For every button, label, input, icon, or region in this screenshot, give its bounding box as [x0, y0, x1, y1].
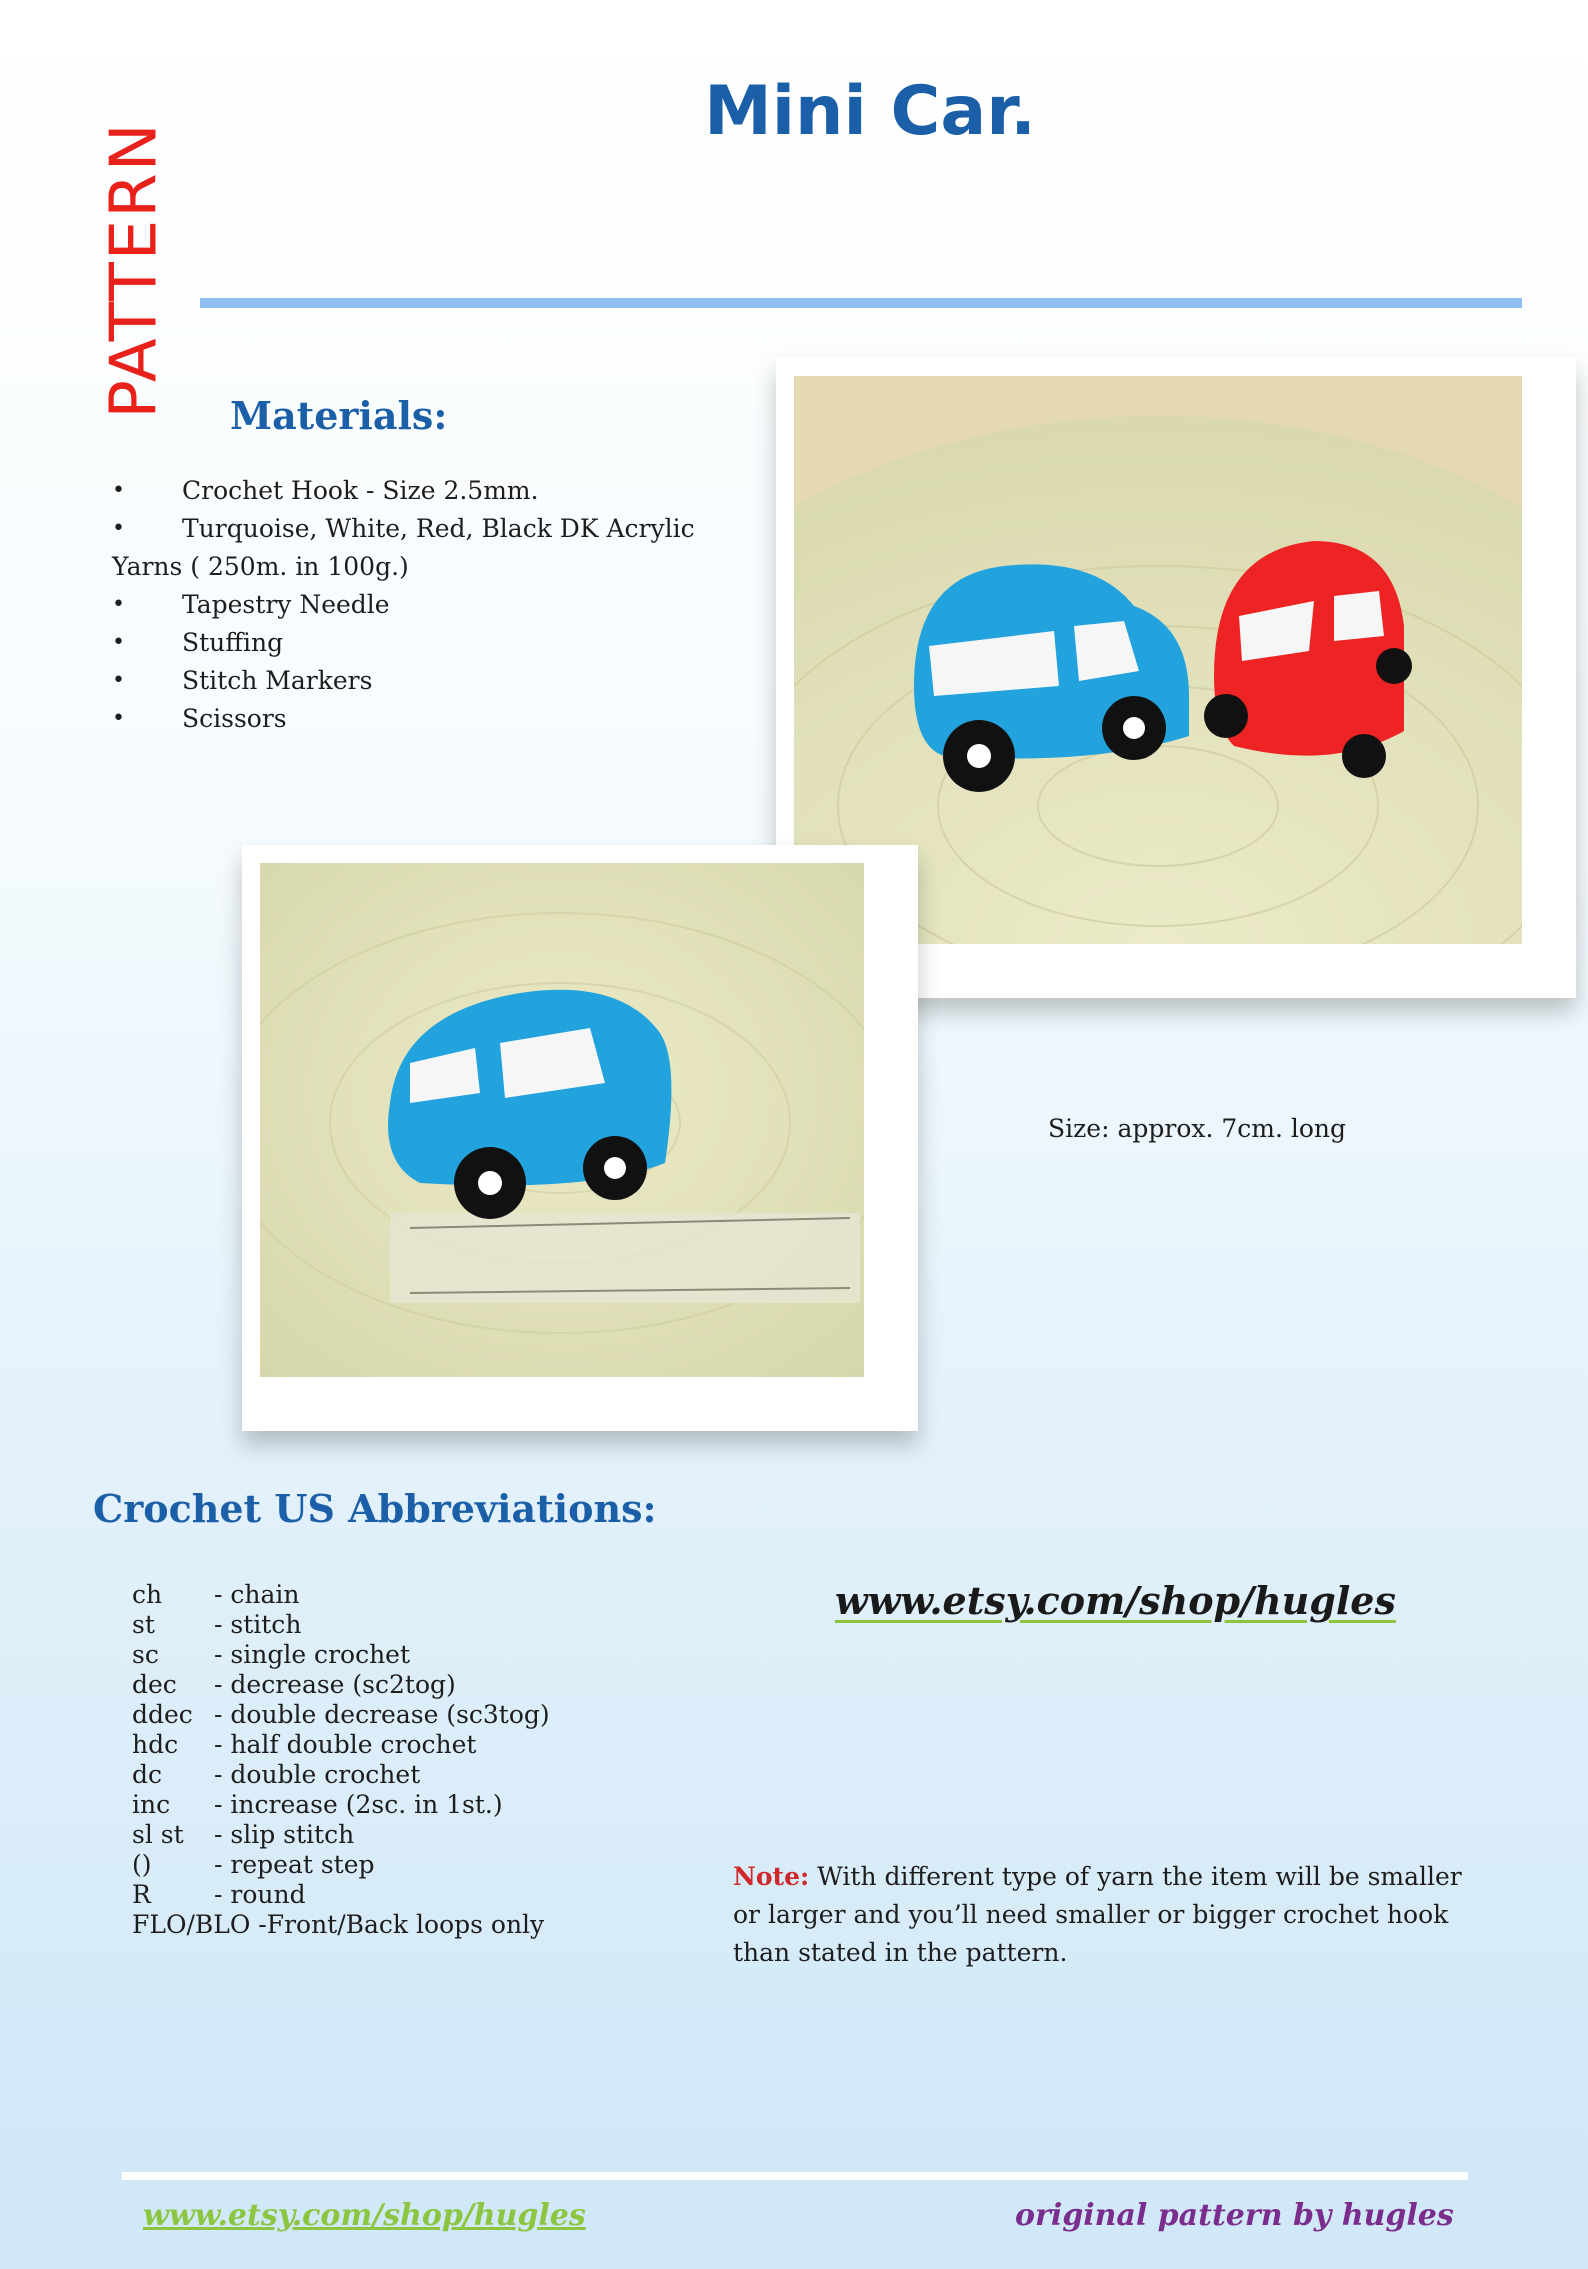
note-paragraph	[733, 1858, 1493, 1972]
abbreviation-row: dc - double crochet	[132, 1760, 421, 1789]
list-item: • Stitch Markers	[112, 662, 712, 700]
bullet-icon: •	[112, 630, 125, 655]
note-text: With different type of yarn the item will be smaller or larger and you’ll need smaller or bigger crochet hook than stated in the pattern.	[733, 1862, 1462, 1967]
abbreviations-heading: Crochet US Abbreviations:	[93, 1486, 657, 1531]
abbreviation-row: st - stitch	[132, 1610, 302, 1639]
list-item: • Stuffing	[112, 624, 712, 662]
footer-divider	[122, 2172, 1468, 2180]
list-item: • Turquoise, White, Red, Black DK Acrylic	[112, 510, 712, 548]
abbreviation-row: dec - decrease (sc2tog)	[132, 1670, 456, 1699]
list-item: • Tapestry Needle	[112, 586, 712, 624]
abbreviation-row: ch - chain	[132, 1580, 300, 1609]
bullet-icon: •	[112, 668, 125, 693]
vertical-pattern-label: PATTERN	[98, 121, 172, 419]
abbreviation-row: () - repeat step	[132, 1850, 375, 1879]
list-item: • Scissors	[112, 700, 712, 738]
size-note: Size: approx. 7cm. long	[1048, 1114, 1347, 1143]
shop-url-link[interactable]: www.etsy.com/shop/hugles	[835, 1578, 1396, 1623]
footer-credit: original pattern by hugles	[1015, 2198, 1454, 2233]
materials-heading: Materials:	[230, 393, 448, 438]
abbreviation-row: R - round	[132, 1880, 306, 1909]
car-with-ruler-image	[260, 863, 864, 1377]
abbreviations-list	[132, 1580, 550, 1940]
abbreviation-row: ddec - double decrease (sc3tog)	[132, 1700, 550, 1729]
list-item: • Crochet Hook - Size 2.5mm.	[112, 472, 712, 510]
abbreviation-row: sc - single crochet	[132, 1640, 411, 1669]
note-label: Note:	[733, 1862, 810, 1891]
title-divider	[200, 298, 1522, 308]
abbreviation-row: hdc - half double crochet	[132, 1730, 477, 1759]
list-item-continuation: Yarns ( 250m. in 100g.)	[112, 552, 409, 581]
bullet-icon: •	[112, 592, 125, 617]
bullet-icon: •	[112, 478, 125, 503]
bullet-icon: •	[112, 706, 125, 731]
footer-shop-link[interactable]: www.etsy.com/shop/hugles	[143, 2198, 586, 2233]
abbreviation-row: inc - increase (2sc. in 1st.)	[132, 1790, 503, 1819]
bullet-icon: •	[112, 516, 125, 541]
abbreviation-row: sl st - slip stitch	[132, 1820, 355, 1849]
page-title: Mini Car.	[704, 72, 1036, 151]
materials-list	[112, 472, 712, 738]
abbreviation-footer: FLO/BLO -Front/Back loops only	[132, 1910, 545, 1939]
photo-car-with-ruler	[242, 845, 918, 1431]
